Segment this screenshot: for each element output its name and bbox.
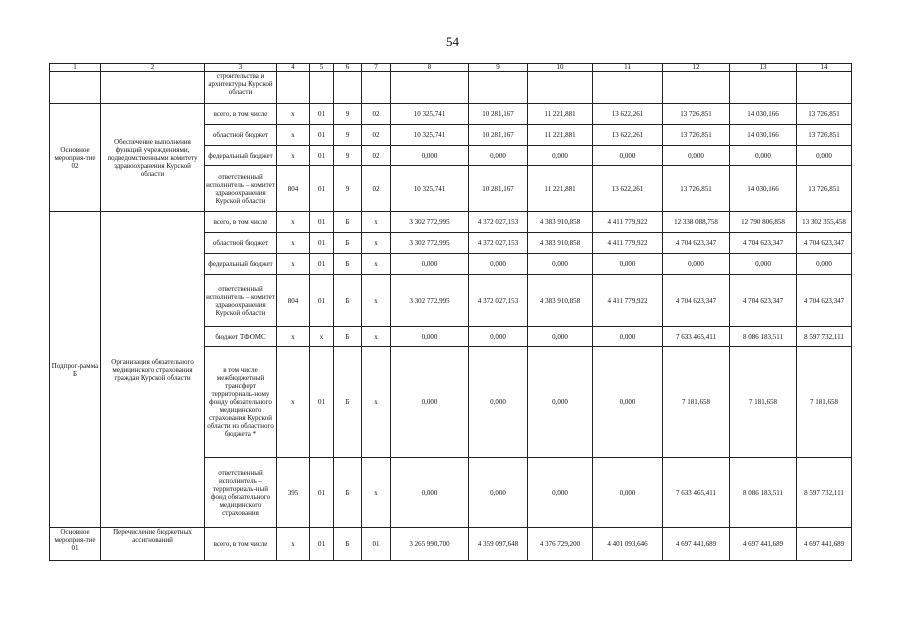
cell: 9 bbox=[334, 146, 362, 166]
cell-value: 0,000 bbox=[528, 347, 593, 458]
cell-value: 0,000 bbox=[391, 327, 469, 347]
cell-value: 10 281,167 bbox=[469, 166, 528, 212]
cell-value: 4 411 779,922 bbox=[593, 275, 663, 327]
cell bbox=[277, 72, 310, 104]
cell-value: 0,000 bbox=[730, 146, 797, 166]
header-cell: 14 bbox=[797, 64, 852, 72]
table-row bbox=[50, 212, 852, 233]
cell-value: 13 726,851 bbox=[663, 104, 730, 125]
header-cell: 3 bbox=[205, 64, 277, 72]
cell bbox=[362, 72, 391, 104]
cell: 9 bbox=[334, 166, 362, 212]
cell-value: 0,000 bbox=[528, 146, 593, 166]
cell-value: 0,000 bbox=[593, 458, 663, 528]
cell-value: 4 383 910,858 bbox=[528, 233, 593, 254]
table-row bbox=[50, 72, 852, 104]
header-cell: 1 bbox=[50, 64, 101, 72]
cell-activity-title: Перечисление бюджетных ассигнований bbox=[101, 528, 205, 561]
cell-value: 13 726,851 bbox=[797, 125, 852, 146]
cell-name: ответственный исполнитель – комитет здравоохранения Курской области bbox=[205, 275, 277, 327]
cell-value: 4 697 441,689 bbox=[730, 528, 797, 561]
cell-name: всего, в том числе bbox=[205, 528, 277, 561]
cell-value: 0,000 bbox=[391, 254, 469, 275]
cell-value: 7 633 465,411 bbox=[663, 327, 730, 347]
cell bbox=[334, 72, 362, 104]
cell-value: 4 383 910,858 bbox=[528, 212, 593, 233]
cell: Б bbox=[334, 458, 362, 528]
cell-value: 0,000 bbox=[528, 254, 593, 275]
cell-value: 13 726,851 bbox=[797, 166, 852, 212]
cell-value: 4 704 623,347 bbox=[663, 233, 730, 254]
cell-value: 13 726,851 bbox=[663, 125, 730, 146]
cell-value: 0,000 bbox=[730, 254, 797, 275]
cell bbox=[391, 72, 469, 104]
cell-value: 10 325,741 bbox=[391, 166, 469, 212]
cell: 01 bbox=[310, 125, 334, 146]
cell-value: 13 726,851 bbox=[797, 104, 852, 125]
cell-value: 10 281,167 bbox=[469, 125, 528, 146]
header-cell: 7 bbox=[362, 64, 391, 72]
cell-value: 0,000 bbox=[391, 347, 469, 458]
cell-value: 13 302 355,458 bbox=[797, 212, 852, 233]
cell-activity-title: Обеспечение выполнения функций учреждениями, подведомственными комитету здравоохранения Курской области bbox=[101, 104, 205, 212]
cell: х bbox=[362, 458, 391, 528]
cell-name: ответственный исполнитель – территориаль-ный фонд обязательного медицинского страхования bbox=[205, 458, 277, 528]
cell-name: в том числе межбюджетный трансферт территориаль-ному фонду обязательного медицинского страхования Курской области из областного бюджета * bbox=[205, 347, 277, 458]
cell: Б bbox=[334, 275, 362, 327]
cell: х bbox=[362, 254, 391, 275]
cell-value: 4 376 729,200 bbox=[528, 528, 593, 561]
cell bbox=[730, 72, 797, 104]
cell: х bbox=[277, 347, 310, 458]
cell: х bbox=[277, 327, 310, 347]
cell-name: областной бюджет bbox=[205, 125, 277, 146]
cell bbox=[593, 72, 663, 104]
cell-value: 0,000 bbox=[469, 327, 528, 347]
cell-value: 13 622,261 bbox=[593, 166, 663, 212]
cell-value: 0,000 bbox=[528, 458, 593, 528]
cell-value: 4 411 779,922 bbox=[593, 233, 663, 254]
cell: 01 bbox=[310, 166, 334, 212]
cell-value: 14 030,166 bbox=[730, 125, 797, 146]
cell: х bbox=[362, 347, 391, 458]
cell-value: 0,000 bbox=[797, 254, 852, 275]
cell: 01 bbox=[310, 275, 334, 327]
cell: 01 bbox=[362, 528, 391, 561]
header-cell: 4 bbox=[277, 64, 310, 72]
cell: 01 bbox=[310, 528, 334, 561]
cell: 02 bbox=[362, 104, 391, 125]
cell-value: 0,000 bbox=[469, 347, 528, 458]
cell: 804 bbox=[277, 275, 310, 327]
cell: х bbox=[277, 254, 310, 275]
cell: х bbox=[277, 104, 310, 125]
cell: 804 bbox=[277, 166, 310, 212]
cell: 01 bbox=[310, 212, 334, 233]
cell: х bbox=[362, 233, 391, 254]
cell-value: 11 221,881 bbox=[528, 104, 593, 125]
cell-value: 13 726,851 bbox=[663, 166, 730, 212]
cell-value: 0,000 bbox=[391, 458, 469, 528]
table-row bbox=[50, 104, 852, 125]
cell: 02 bbox=[362, 146, 391, 166]
cell: 395 bbox=[277, 458, 310, 528]
header-row bbox=[50, 64, 852, 72]
cell-name: всего, в том числе bbox=[205, 212, 277, 233]
cell-value: 4 704 623,347 bbox=[730, 233, 797, 254]
cell-name: федеральный бюджет bbox=[205, 146, 277, 166]
cell bbox=[469, 72, 528, 104]
cell: 01 bbox=[310, 458, 334, 528]
cell-value: 4 697 441,689 bbox=[797, 528, 852, 561]
cell: Б bbox=[334, 347, 362, 458]
cell-value: 10 325,741 bbox=[391, 104, 469, 125]
cell-value: 0,000 bbox=[663, 254, 730, 275]
cell-value: 11 221,881 bbox=[528, 125, 593, 146]
cell: 9 bbox=[334, 104, 362, 125]
cell-value: 13 622,261 bbox=[593, 125, 663, 146]
cell: Б bbox=[334, 327, 362, 347]
cell-name: всего, в том числе bbox=[205, 104, 277, 125]
cell-value: 0,000 bbox=[469, 254, 528, 275]
cell-name: бюджет ТФОМС bbox=[205, 327, 277, 347]
cell-program-title: Организация обязательного медицинского страхования граждан Курской области bbox=[101, 212, 205, 528]
header-cell: 6 bbox=[334, 64, 362, 72]
cell-activity-code: Основное мероприя-тие 02 bbox=[50, 104, 101, 212]
cell-value: 4 372 027,153 bbox=[469, 233, 528, 254]
cell-value: 0,000 bbox=[663, 146, 730, 166]
cell-value: 10 325,741 bbox=[391, 125, 469, 146]
cell-value: 7 181,658 bbox=[797, 347, 852, 458]
cell-value: 8 086 183,511 bbox=[730, 327, 797, 347]
page-number: 54 bbox=[446, 34, 459, 49]
cell: х bbox=[362, 212, 391, 233]
header-cell: 10 bbox=[528, 64, 593, 72]
cell-value: 7 633 465,411 bbox=[663, 458, 730, 528]
cell-value: 4 383 910,858 bbox=[528, 275, 593, 327]
cell-value: 14 030,166 bbox=[730, 104, 797, 125]
cell-program-code: Подпрог-рамма Б bbox=[50, 212, 101, 528]
cell: Б bbox=[334, 233, 362, 254]
header-cell: 8 bbox=[391, 64, 469, 72]
header-cell: 13 bbox=[730, 64, 797, 72]
cell-name: строительства и архитектуры Курской области bbox=[205, 72, 277, 104]
header-cell: 9 bbox=[469, 64, 528, 72]
cell-value: 0,000 bbox=[469, 458, 528, 528]
cell-value: 7 181,658 bbox=[663, 347, 730, 458]
cell bbox=[310, 72, 334, 104]
cell-value: 12 338 088,758 bbox=[663, 212, 730, 233]
cell bbox=[663, 72, 730, 104]
cell: х bbox=[277, 125, 310, 146]
cell bbox=[50, 72, 101, 104]
cell-value: 0,000 bbox=[469, 146, 528, 166]
cell-value: 14 030,166 bbox=[730, 166, 797, 212]
cell-value: 3 302 772,995 bbox=[391, 212, 469, 233]
cell-value: 4 704 623,347 bbox=[730, 275, 797, 327]
cell-value: 12 790 806,858 bbox=[730, 212, 797, 233]
cell-name: областной бюджет bbox=[205, 233, 277, 254]
cell: Б bbox=[334, 212, 362, 233]
cell-activity-code: Основное мероприя-тие 01 bbox=[50, 528, 101, 561]
cell: 01 bbox=[310, 104, 334, 125]
cell-value: 0,000 bbox=[391, 146, 469, 166]
cell-value: 0,000 bbox=[593, 146, 663, 166]
cell: 01 bbox=[310, 254, 334, 275]
header-cell: 2 bbox=[101, 64, 205, 72]
cell: х bbox=[277, 146, 310, 166]
cell-value: 0,000 bbox=[593, 254, 663, 275]
cell-value: 4 372 027,153 bbox=[469, 275, 528, 327]
cell-value: 4 697 441,689 bbox=[663, 528, 730, 561]
cell-value: 8 086 183,511 bbox=[730, 458, 797, 528]
cell-value: 4 359 097,648 bbox=[469, 528, 528, 561]
cell bbox=[101, 72, 205, 104]
cell: 02 bbox=[362, 125, 391, 146]
cell bbox=[528, 72, 593, 104]
cell-value: 4 704 623,347 bbox=[797, 275, 852, 327]
header-cell: 5 bbox=[310, 64, 334, 72]
cell: х bbox=[362, 327, 391, 347]
table-row bbox=[50, 528, 852, 561]
cell: х bbox=[277, 528, 310, 561]
cell: 9 bbox=[334, 125, 362, 146]
cell-value: 3 302 772,995 bbox=[391, 275, 469, 327]
cell: х bbox=[310, 327, 334, 347]
cell-value: 10 281,167 bbox=[469, 104, 528, 125]
cell-value: 3 302 772,995 bbox=[391, 233, 469, 254]
header-cell: 11 bbox=[593, 64, 663, 72]
cell-value: 4 372 027,153 bbox=[469, 212, 528, 233]
cell-value: 8 597 732,111 bbox=[797, 327, 852, 347]
cell: 02 bbox=[362, 166, 391, 212]
cell-value: 4 704 623,347 bbox=[797, 233, 852, 254]
cell: 01 bbox=[310, 146, 334, 166]
cell-value: 0,000 bbox=[593, 347, 663, 458]
cell: х bbox=[277, 233, 310, 254]
cell-value: 4 401 093,646 bbox=[593, 528, 663, 561]
cell: х bbox=[362, 275, 391, 327]
cell-value: 0,000 bbox=[797, 146, 852, 166]
cell-value: 4 411 779,922 bbox=[593, 212, 663, 233]
cell-value: 13 622,261 bbox=[593, 104, 663, 125]
cell bbox=[797, 72, 852, 104]
cell-value: 7 181,658 bbox=[730, 347, 797, 458]
cell-value: 0,000 bbox=[528, 327, 593, 347]
cell-value: 11 221,881 bbox=[528, 166, 593, 212]
cell-value: 8 597 732,111 bbox=[797, 458, 852, 528]
cell: 01 bbox=[310, 347, 334, 458]
cell-value: 3 265 990,700 bbox=[391, 528, 469, 561]
cell-name: федеральный бюджет bbox=[205, 254, 277, 275]
cell: 01 bbox=[310, 233, 334, 254]
cell: Б bbox=[334, 254, 362, 275]
cell-value: 4 704 623,347 bbox=[663, 275, 730, 327]
budget-table bbox=[49, 63, 852, 561]
cell-value: 0,000 bbox=[593, 327, 663, 347]
cell-name: ответственный исполнитель – комитет здравоохранения Курской области bbox=[205, 166, 277, 212]
header-cell: 12 bbox=[663, 64, 730, 72]
cell: Б bbox=[334, 528, 362, 561]
cell: х bbox=[277, 212, 310, 233]
